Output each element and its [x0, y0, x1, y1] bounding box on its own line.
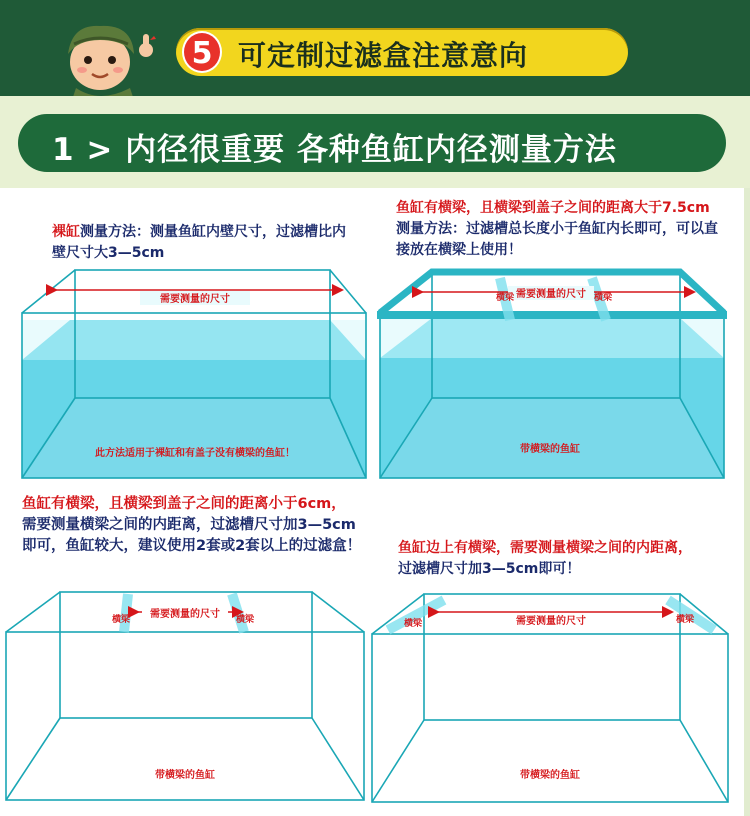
panel-3-note-text: 需要测量横梁之间的内距离，过滤槽尺寸加3—5cm即可，鱼缸较大，建议使用2套或2套以上的过滤盒！ [22, 517, 362, 554]
tank-4 [372, 594, 728, 802]
panel-3-beam-label-left: 横梁 [112, 615, 131, 625]
panel-2-beam-label-left: 横梁 [496, 293, 515, 303]
panel-4-bottom-label: 带横梁的鱼缸 [520, 770, 580, 781]
tank-2 [377, 272, 727, 478]
panel-2-measure-label: 需要测量的尺寸 [516, 289, 586, 300]
panel-3-bottom-label: 带横梁的鱼缸 [155, 770, 215, 781]
panel-3-beam-label-right: 横梁 [236, 615, 255, 625]
panel-4-beam-label-right: 横梁 [676, 615, 695, 625]
step-number-badge: 5 [182, 31, 222, 73]
panel-1-note-red: 裸缸 [52, 224, 80, 240]
panel-4-note-text: 过滤槽尺寸加3—5cm即可！ [398, 561, 581, 577]
panel-1-measure-label: 需要测量的尺寸 [160, 294, 230, 305]
panel-2-note-text: 测量方法：过滤槽总长度小于鱼缸内长即可，可以直接放在横梁上使用！ [396, 221, 718, 258]
step-title: 可定制过滤盒注意意向 [238, 39, 529, 72]
panel-4-note-red: 鱼缸边上有横梁，需要测量横梁之间的内距离， [398, 540, 692, 556]
panel-2-bottom-label: 带横梁的鱼缸 [520, 444, 580, 455]
panel-3-measure-label: 需要测量的尺寸 [150, 609, 220, 620]
panel-4-measure-label: 需要测量的尺寸 [516, 616, 586, 627]
panel-3-note-red: 鱼缸有横梁，且横梁到盖子之间的距离小于6cm， [22, 496, 346, 512]
panel-1-bottom-label: 此方法适用于裸缸和有盖子没有横梁的鱼缸！ [95, 448, 295, 459]
panel-4-beam-label-left: 横梁 [404, 619, 423, 629]
panel-1-note-text: 测量方法：测量鱼缸内壁尺寸，过滤槽比内壁尺寸大3—5cm [52, 224, 346, 261]
tank-1 [22, 270, 366, 478]
panel-2-beam-label-right: 横梁 [594, 293, 613, 303]
section-title: 1 > 内径很重要 各种鱼缸内径测量方法 [52, 132, 617, 168]
tank-3 [6, 592, 364, 800]
panel-2-note-red: 鱼缸有横梁，且横梁到盖子之间的距离大于7.5cm [396, 200, 710, 216]
